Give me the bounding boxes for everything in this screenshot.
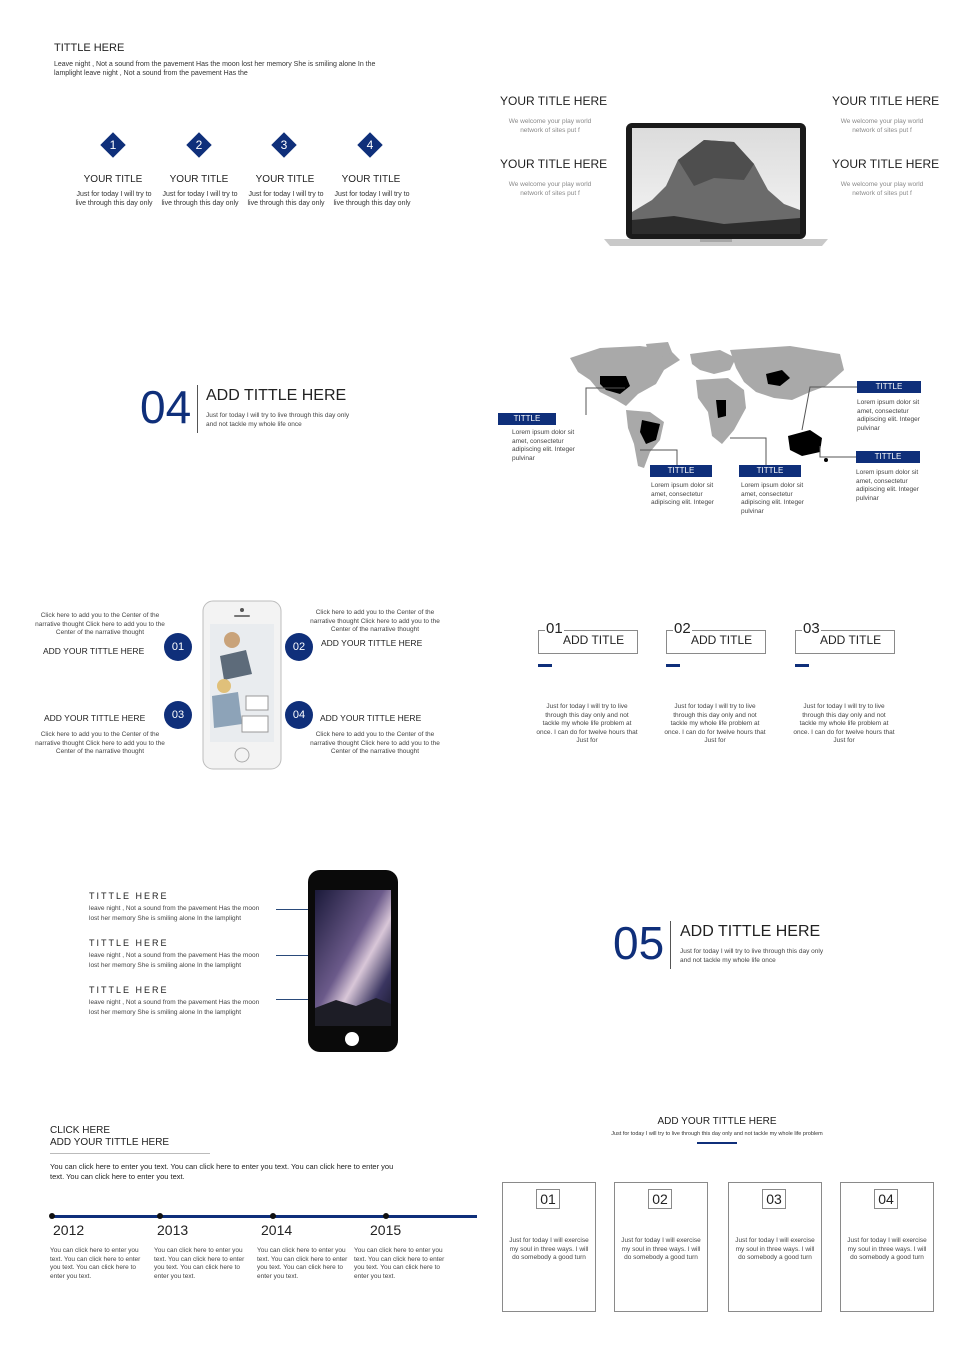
item-title: TITTLE HERE [89, 891, 169, 901]
divider [197, 385, 198, 433]
cards-subtitle: Just for today I will try to live through this day only and not tackle my whole life problem [611, 1131, 823, 1137]
card-number: 02 [648, 1189, 672, 1209]
item-title: TITTLE HERE [89, 938, 169, 948]
timeline-dot [270, 1213, 276, 1219]
timeline-text: You can click here to enter you text. You can click here to enter you text. You can click here to enter you text. [354, 1247, 445, 1280]
map-tag: TITTLE [739, 465, 801, 477]
steps-row [72, 132, 412, 232]
item-title: ADD YOUR TITTLE HERE [44, 713, 146, 723]
step-text: Just for today I will try to live through this day only [333, 191, 411, 207]
step-title: YOUR TITLE [83, 174, 143, 185]
map-callout-text: Lorem ipsum dolor sit amet, consectetur adipiscing elit. Integer pulvinar [856, 469, 919, 502]
item-text: leave night , Not a sound from the pavement Has the moon lost her memory She is smiling alone In the lamplight [89, 905, 260, 922]
item-title: ADD YOUR TITTLE HERE [43, 646, 145, 656]
step-text: Just for today I will try to live through this day only [247, 191, 325, 207]
map-callout-text: Lorem ipsum dolor sit amet, consectetur adipiscing elit. Integer pulvinar [512, 429, 575, 462]
block-title: YOUR TITLE HERE [832, 94, 940, 108]
item-text: Just for today I will try to live through this day only and not tackle my whole life problem at once. I can do for twelve hours that Just for [664, 703, 766, 744]
item-text: leave night , Not a sound from the pavement Has the moon lost her memory She is smiling alone In the lamplight [89, 999, 260, 1016]
black-phone-image [306, 868, 400, 1054]
item-number: 03 [164, 701, 192, 729]
timeline-title-2: ADD YOUR TITTLE HERE [50, 1137, 170, 1148]
item-title: ADD TITLE [691, 633, 753, 647]
step-title: YOUR TITLE [255, 174, 315, 185]
step-text: Just for today I will try to live through this day only [75, 191, 153, 207]
section-title: ADD TITTLE HERE [206, 387, 347, 404]
item-text: Click here to add you to the Center of the narrative thought Click here to add you to the Center of the narrative thought [35, 731, 165, 755]
timeline-year: 2015 [370, 1222, 402, 1238]
slide1-body: Leave night , Not a sound from the pavement Has the moon lost her memory She is smiling alone In the lamplight leave night , Not a sound from the pavement Has the [54, 61, 376, 77]
item-number: 02 [285, 633, 313, 661]
timeline-title-1: CLICK HERE [50, 1125, 111, 1136]
step-number: 1 [109, 138, 117, 152]
block-title: YOUR TITLE HERE [500, 157, 608, 171]
card-number: 04 [874, 1189, 898, 1209]
accent-bar [538, 664, 552, 667]
timeline-dot [157, 1213, 163, 1219]
timeline-year: 2012 [53, 1222, 85, 1238]
cards-title: ADD YOUR TITTLE HERE [657, 1116, 777, 1127]
divider [670, 921, 671, 969]
block-text: We welcome your play world network of sites put f [508, 118, 592, 134]
item-number: 03 [803, 620, 820, 637]
item-title: ADD YOUR TITTLE HERE [320, 713, 422, 723]
step-number: 4 [366, 138, 374, 152]
map-tag: TITTLE [857, 381, 921, 393]
card-text: Just for today I will exercise my soul in three ways. I will do somebody a good turn [621, 1237, 701, 1261]
map-tag: TITTLE [650, 465, 712, 477]
accent-bar [666, 664, 680, 667]
block-title: YOUR TITLE HERE [500, 94, 608, 108]
slide1-title: TITTLE HERE [54, 42, 125, 54]
timeline-year: 2013 [157, 1222, 189, 1238]
timeline-axis [52, 1215, 477, 1218]
map-tag: TITTLE [498, 413, 556, 425]
item-number: 02 [674, 620, 691, 637]
card-text: Just for today I will exercise my soul in three ways. I will do somebody a good turn [509, 1237, 589, 1261]
timeline-text: You can click here to enter you text. You can click here to enter you text. You can click here to enter you text. [50, 1247, 141, 1280]
item-title: ADD TITLE [563, 633, 625, 647]
section-subtitle: Just for today I will try to live through this day only and not tackle my whole life once [680, 948, 824, 964]
item-title: ADD TITLE [820, 633, 882, 647]
card-text: Just for today I will exercise my soul in three ways. I will do somebody a good turn [847, 1237, 927, 1261]
timeline-intro: You can click here to enter you text. You can click here to enter you text. You can click here to enter you text. You can click here to enter you text. [50, 1162, 394, 1181]
item-text: Just for today I will try to live through this day only and not tackle my whole life problem at once. I can do for twelve hours that Just for [793, 703, 895, 744]
timeline-text: You can click here to enter you text. You can click here to enter you text. You can click here to enter you text. [257, 1247, 348, 1280]
card-text: Just for today I will exercise my soul in three ways. I will do somebody a good turn [735, 1237, 815, 1261]
white-phone-image [202, 600, 282, 770]
timeline-dot [49, 1213, 55, 1219]
block-text: We welcome your play world network of sites put f [840, 181, 924, 197]
item-number: 01 [546, 620, 563, 637]
step-text: Just for today I will try to live through this day only [161, 191, 239, 207]
item-number: 01 [164, 633, 192, 661]
timeline-text: You can click here to enter you text. You can click here to enter you text. You can click here to enter you text. [154, 1247, 245, 1280]
card-number: 01 [536, 1189, 560, 1209]
item-number: 04 [285, 701, 313, 729]
map-tag: TITTLE [856, 451, 920, 463]
item-title: TITTLE HERE [89, 985, 169, 995]
step-number: 3 [280, 138, 288, 152]
map-callout-text: Lorem ipsum dolor sit amet, consectetur adipiscing elit. Integer [651, 482, 714, 506]
map-callout-text: Lorem ipsum dolor sit amet, consectetur adipiscing elit. Integer pulvinar [857, 399, 920, 432]
step-title: YOUR TITLE [341, 174, 401, 185]
title-underline [50, 1153, 210, 1154]
item-text: Just for today I will try to live through this day only and not tackle my whole life problem at once. I can do for twelve hours that Just for [536, 703, 638, 744]
item-text: leave night , Not a sound from the pavement Has the moon lost her memory She is smiling alone In the lamplight [89, 952, 260, 969]
block-text: We welcome your play world network of sites put f [840, 118, 924, 134]
block-text: We welcome your play world network of sites put f [508, 181, 592, 197]
step-title: YOUR TITLE [169, 174, 229, 185]
section-number: 04 [140, 381, 192, 433]
map-callout-text: Lorem ipsum dolor sit amet, consectetur adipiscing elit. Integer pulvinar [741, 482, 804, 515]
timeline-dot [383, 1213, 389, 1219]
accent-bar [795, 664, 809, 667]
section-subtitle: Just for today I will try to live through this day only and not tackle my whole life once [206, 412, 350, 428]
card-number: 03 [762, 1189, 786, 1209]
laptop-image [604, 120, 828, 248]
timeline-year: 2014 [261, 1222, 293, 1238]
item-text: Click here to add you to the Center of the narrative thought Click here to add you to the Center of the narrative thought [35, 612, 165, 636]
section-number: 05 [613, 917, 665, 969]
block-title: YOUR TITLE HERE [832, 157, 940, 171]
item-text: Click here to add you to the Center of the narrative thought Click here to add you to the Center of the narrative thought [310, 731, 440, 755]
item-text: Click here to add you to the Center of the narrative thought Click here to add you to the Center of the narrative thought [310, 609, 440, 633]
step-number: 2 [195, 138, 203, 152]
section-title: ADD TITTLE HERE [680, 923, 821, 940]
item-title: ADD YOUR TITTLE HERE [321, 638, 423, 648]
accent-bar [697, 1142, 737, 1144]
